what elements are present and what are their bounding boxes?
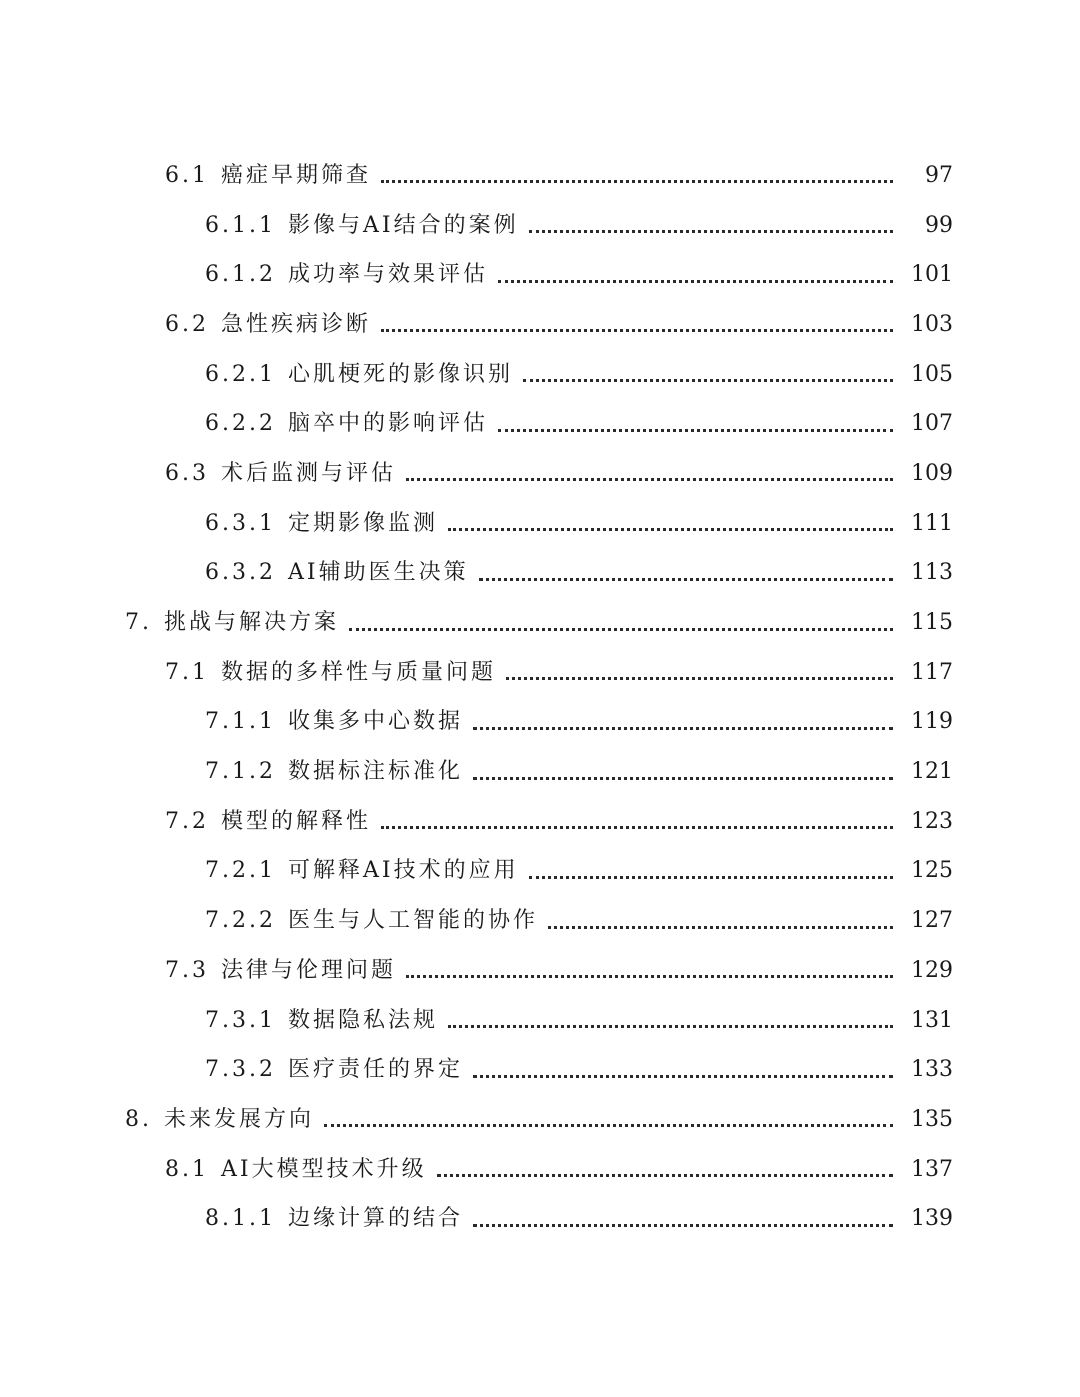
toc-entry[interactable] (0, 598, 1080, 648)
toc-entry-number: 7.3.2 (205, 1057, 276, 1083)
toc-dot-leader (523, 379, 893, 382)
toc-entry-number: 6.2.2 (205, 411, 276, 437)
toc-dot-leader (448, 1025, 893, 1028)
toc-entry-title: 可解释AI技术的应用 (287, 858, 519, 884)
toc-entry-page-number: 113 (911, 560, 953, 586)
toc-entry-title: 收集多中心数据 (287, 709, 463, 735)
toc-dot-leader (406, 975, 893, 978)
toc-entry-page-number: 97 (925, 162, 953, 188)
toc-entry-number: 6.1.2 (205, 262, 276, 288)
toc-entry-title: 数据标注标准化 (287, 759, 463, 785)
toc-entry-page-number: 137 (911, 1156, 953, 1182)
toc-entry-number: 8.1 (165, 1156, 209, 1182)
toc-entry-page-number: 109 (911, 460, 953, 486)
toc-entry-number: 8.1.1 (205, 1206, 276, 1232)
toc-entry-number: 7. (125, 610, 152, 636)
toc-entry-number: 7.2.2 (205, 908, 276, 934)
toc-entry[interactable] (0, 350, 1080, 400)
toc-dot-leader (437, 1174, 893, 1177)
toc-entry-page-number: 127 (911, 908, 953, 934)
toc-entry-number: 7.2 (165, 808, 209, 834)
toc-entry-page-number: 119 (911, 709, 953, 735)
toc-entry-page-number: 105 (911, 361, 953, 387)
toc-entry-title: 医疗责任的界定 (287, 1057, 463, 1083)
toc-entry[interactable] (0, 1145, 1080, 1195)
toc-entry[interactable] (0, 946, 1080, 996)
toc-entry-page-number: 121 (911, 759, 953, 785)
toc-entry[interactable] (0, 499, 1080, 549)
toc-entry-title: 心肌梗死的影像识别 (287, 361, 513, 387)
toc-dot-leader (381, 826, 893, 829)
toc-dot-leader (473, 777, 893, 780)
toc-entry[interactable] (0, 399, 1080, 449)
toc-entry[interactable] (0, 1194, 1080, 1244)
toc-entry[interactable] (0, 797, 1080, 847)
toc-entry-page-number: 131 (911, 1007, 953, 1033)
toc-dot-leader (381, 180, 893, 183)
toc-entry[interactable] (0, 201, 1080, 251)
toc-entry-title: 成功率与效果评估 (287, 262, 488, 288)
toc-entry-title: AI辅助医生决策 (287, 560, 469, 586)
toc-dot-leader (448, 528, 893, 531)
toc-entry-page-number: 125 (911, 858, 953, 884)
toc-entry-number: 6.3 (165, 460, 209, 486)
toc-entry[interactable] (0, 549, 1080, 599)
toc-entry-title: 数据的多样性与质量问题 (221, 659, 497, 685)
toc-entry-page-number: 123 (911, 808, 953, 834)
toc-dot-leader (349, 628, 893, 631)
toc-entry-number: 7.3 (165, 957, 209, 983)
toc-entry-title: AI大模型技术升级 (221, 1156, 427, 1182)
toc-entry-page-number: 129 (911, 957, 953, 983)
toc-entry-page-number: 139 (911, 1206, 953, 1232)
toc-entry-number: 6.2 (165, 311, 209, 337)
toc-entry-number: 7.1.2 (205, 759, 276, 785)
toc-entry[interactable] (0, 1045, 1080, 1095)
toc-entry-title: 影像与AI结合的案例 (287, 212, 519, 238)
toc-entry-page-number: 135 (911, 1106, 953, 1132)
toc-entry-number: 6.2.1 (205, 361, 276, 387)
toc-entry-number: 6.1 (165, 162, 209, 188)
toc-dot-leader (473, 727, 893, 730)
toc-entry[interactable] (0, 996, 1080, 1046)
toc-dot-leader (473, 1075, 893, 1078)
toc-entry-title: 脑卒中的影响评估 (287, 411, 488, 437)
toc-entry-number: 8. (125, 1106, 152, 1132)
toc-entry-page-number: 111 (911, 510, 953, 536)
toc-dot-leader (473, 1224, 893, 1227)
toc-entry-page-number: 101 (911, 262, 953, 288)
toc-entry-page-number: 107 (911, 411, 953, 437)
toc-entry-page-number: 115 (911, 610, 953, 636)
toc-entry-title: 未来发展方向 (164, 1106, 315, 1132)
table-of-contents (0, 151, 1080, 1244)
toc-entry-number: 7.3.1 (205, 1007, 276, 1033)
toc-dot-leader (529, 876, 893, 879)
toc-entry[interactable] (0, 847, 1080, 897)
toc-entry-title: 法律与伦理问题 (221, 957, 397, 983)
toc-entry-number: 7.2.1 (205, 858, 276, 884)
toc-entry-page-number: 103 (911, 311, 953, 337)
toc-entry-title: 医生与人工智能的协作 (287, 908, 538, 934)
toc-entry-number: 6.3.2 (205, 560, 276, 586)
toc-entry-title: 数据隐私法规 (287, 1007, 438, 1033)
toc-entry-number: 6.1.1 (205, 212, 276, 238)
toc-entry-page-number: 133 (911, 1057, 953, 1083)
toc-dot-leader (381, 329, 893, 332)
toc-entry[interactable] (0, 698, 1080, 748)
toc-entry[interactable] (0, 250, 1080, 300)
toc-entry-number: 6.3.1 (205, 510, 276, 536)
toc-entry-number: 7.1 (165, 659, 209, 685)
toc-entry[interactable] (0, 747, 1080, 797)
toc-dot-leader (324, 1124, 893, 1127)
toc-entry-title: 定期影像监测 (287, 510, 438, 536)
toc-entry-page-number: 99 (925, 212, 953, 238)
toc-entry-title: 术后监测与评估 (221, 460, 397, 486)
toc-entry-title: 边缘计算的结合 (287, 1206, 463, 1232)
toc-entry[interactable] (0, 151, 1080, 201)
toc-entry[interactable] (0, 449, 1080, 499)
toc-entry[interactable] (0, 648, 1080, 698)
toc-dot-leader (529, 230, 893, 233)
toc-entry[interactable] (0, 1095, 1080, 1145)
toc-entry-title: 挑战与解决方案 (164, 610, 340, 636)
toc-dot-leader (406, 478, 893, 481)
toc-entry-number: 7.1.1 (205, 709, 276, 735)
toc-dot-leader (498, 429, 893, 432)
toc-dot-leader (479, 578, 893, 581)
toc-entry-title: 急性疾病诊断 (221, 311, 372, 337)
toc-dot-leader (548, 926, 893, 929)
toc-entry[interactable] (0, 300, 1080, 350)
toc-entry[interactable] (0, 896, 1080, 946)
toc-dot-leader (506, 677, 893, 680)
toc-entry-title: 模型的解释性 (221, 808, 372, 834)
toc-entry-page-number: 117 (911, 659, 953, 685)
toc-dot-leader (498, 280, 893, 283)
toc-entry-title: 癌症早期筛查 (221, 162, 372, 188)
